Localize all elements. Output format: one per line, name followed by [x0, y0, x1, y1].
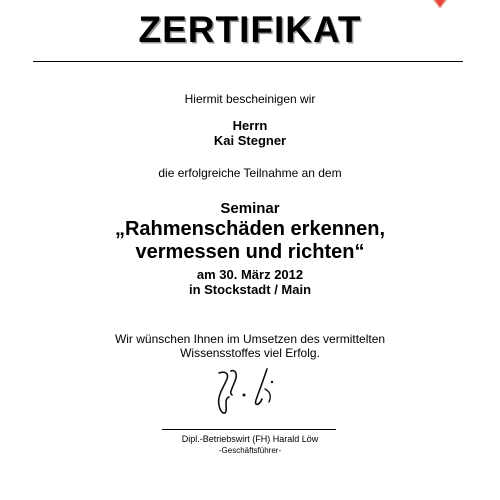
signer-role: -Geschäftsführer-	[218, 446, 282, 455]
handwritten-signature-icon	[205, 365, 285, 423]
salutation: Herrn	[232, 118, 268, 133]
title-divider	[33, 61, 463, 62]
seminar-title-line-2: vermessen und richten“	[135, 241, 365, 263]
seminar-title-line-1: „Rahmenschäden erkennen,	[114, 218, 386, 240]
certificate-title: ZERTIFIKAT	[138, 9, 362, 50]
seminar-location: in Stockstadt / Main	[188, 282, 312, 297]
signer-name: Dipl.-Betriebswirt (FH) Harald Löw	[181, 434, 319, 444]
seminar-label: Seminar	[220, 200, 280, 217]
wish-line-1: Wir wünschen Ihnen im Umsetzen des vermittelten	[114, 332, 386, 346]
wish-line-2: Wissensstoffes viel Erfolg.	[180, 346, 320, 360]
seminar-date: am 30. März 2012	[196, 267, 304, 282]
intro-text: Hiermit bescheinigen wir	[184, 92, 316, 106]
signature-line	[162, 429, 336, 430]
recipient-name: Kai Stegner	[213, 133, 287, 148]
participation-text: die erfolgreiche Teilnahme an dem	[158, 166, 342, 180]
